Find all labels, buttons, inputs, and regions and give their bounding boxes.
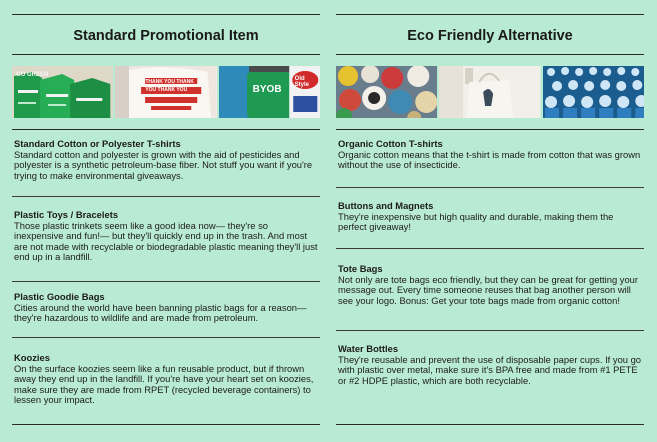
divider [12, 337, 320, 338]
divider [336, 424, 644, 425]
item-title: Organic Cotton T-shirts [338, 138, 443, 149]
item-title: Standard Cotton or Polyester T-shirts [14, 138, 181, 149]
divider [12, 424, 320, 425]
item-plastic-goodie-bags [14, 292, 320, 324]
photo-caption: THANK YOU THANK YOU THANK YOU [145, 79, 194, 93]
item-description: Organic cotton means that the t-shirt is made from cotton that was grown without the use of insecticide. [338, 148, 641, 171]
divider [336, 54, 644, 55]
item-description: Standard cotton and polyester is grown with the aid of pesticides and polyester is a synthetic petroleum-base fiber. Not stuff you want if you're trying to make environmental giveaways. [14, 148, 313, 181]
divider [12, 281, 320, 282]
item-buttons-magnets [338, 201, 644, 233]
item-title: Buttons and Magnets [338, 200, 434, 211]
divider [336, 330, 644, 331]
divider [12, 54, 320, 55]
item-tote-bags [338, 264, 644, 306]
item-description: Cities around the world have been banning plastic bags for a reason— they're hazardous to wildlife and are made from petroleum. [14, 301, 307, 324]
divider [12, 196, 320, 197]
water-bottles-photo [543, 66, 644, 118]
green-t-shirts-photo [12, 66, 113, 118]
right-photo-strip [336, 66, 644, 118]
item-standard-t-shirts [14, 139, 320, 181]
divider [12, 14, 320, 15]
photo-caption: GO GREEN [16, 72, 49, 78]
divider [336, 187, 644, 188]
divider [12, 129, 320, 130]
item-description: They're reusable and prevent the use of disposable paper cups. If you go with plastic over metal, make sure it's BPA free and made from #1 PETE or #2 HDPE plastic, which are both recyclable. [338, 353, 642, 386]
koozies-photo [219, 66, 320, 118]
item-description: They're inexpensive but high quality and durable, making them the perfect giveaway! [338, 210, 614, 233]
item-description: Not only are tote bags eco friendly, but they can be great for getting your message out. Every time someone reuses that bag another person will see your logo. Bonus: Get your tote bags made from organic cotton! [338, 273, 639, 306]
item-description: On the surface koozies seem like a fun reusable product, but if thrown away they end up in the landfill. If you're have your heart set on koozies, make sure they are made from RPET (recycled beverage containers) to lessen your impact. [14, 362, 314, 406]
item-title: Plastic Toys / Bracelets [14, 209, 119, 220]
item-water-bottles [338, 344, 644, 386]
item-description: Those plastic trinkets seem like a good idea now— they're so inexpensive and fun!— but they'll quickly end up in the trash. And most are not made with recyclable or biodegradable plastic meaning they'll just end up in a landfill. [14, 219, 318, 263]
divider [336, 248, 644, 249]
item-title: Plastic Goodie Bags [14, 291, 105, 302]
photo-caption: Old Style [294, 76, 309, 88]
item-organic-t-shirts [338, 139, 644, 171]
buttons-magnets-photo [336, 66, 437, 118]
photo-caption: BYOB [252, 84, 282, 95]
item-plastic-toys [14, 210, 320, 263]
item-koozies [14, 353, 320, 406]
item-title: Water Bottles [338, 343, 399, 354]
item-title: Tote Bags [338, 263, 383, 274]
left-photo-strip [12, 66, 320, 118]
right-header: Eco Friendly Alternative [407, 28, 573, 44]
item-title: Koozies [14, 352, 50, 363]
thank-you-plastic-bags-photo [115, 66, 216, 118]
divider [336, 129, 644, 130]
tote-bag-photo [439, 66, 540, 118]
divider [336, 14, 644, 15]
left-header: Standard Promotional Item [73, 28, 259, 44]
